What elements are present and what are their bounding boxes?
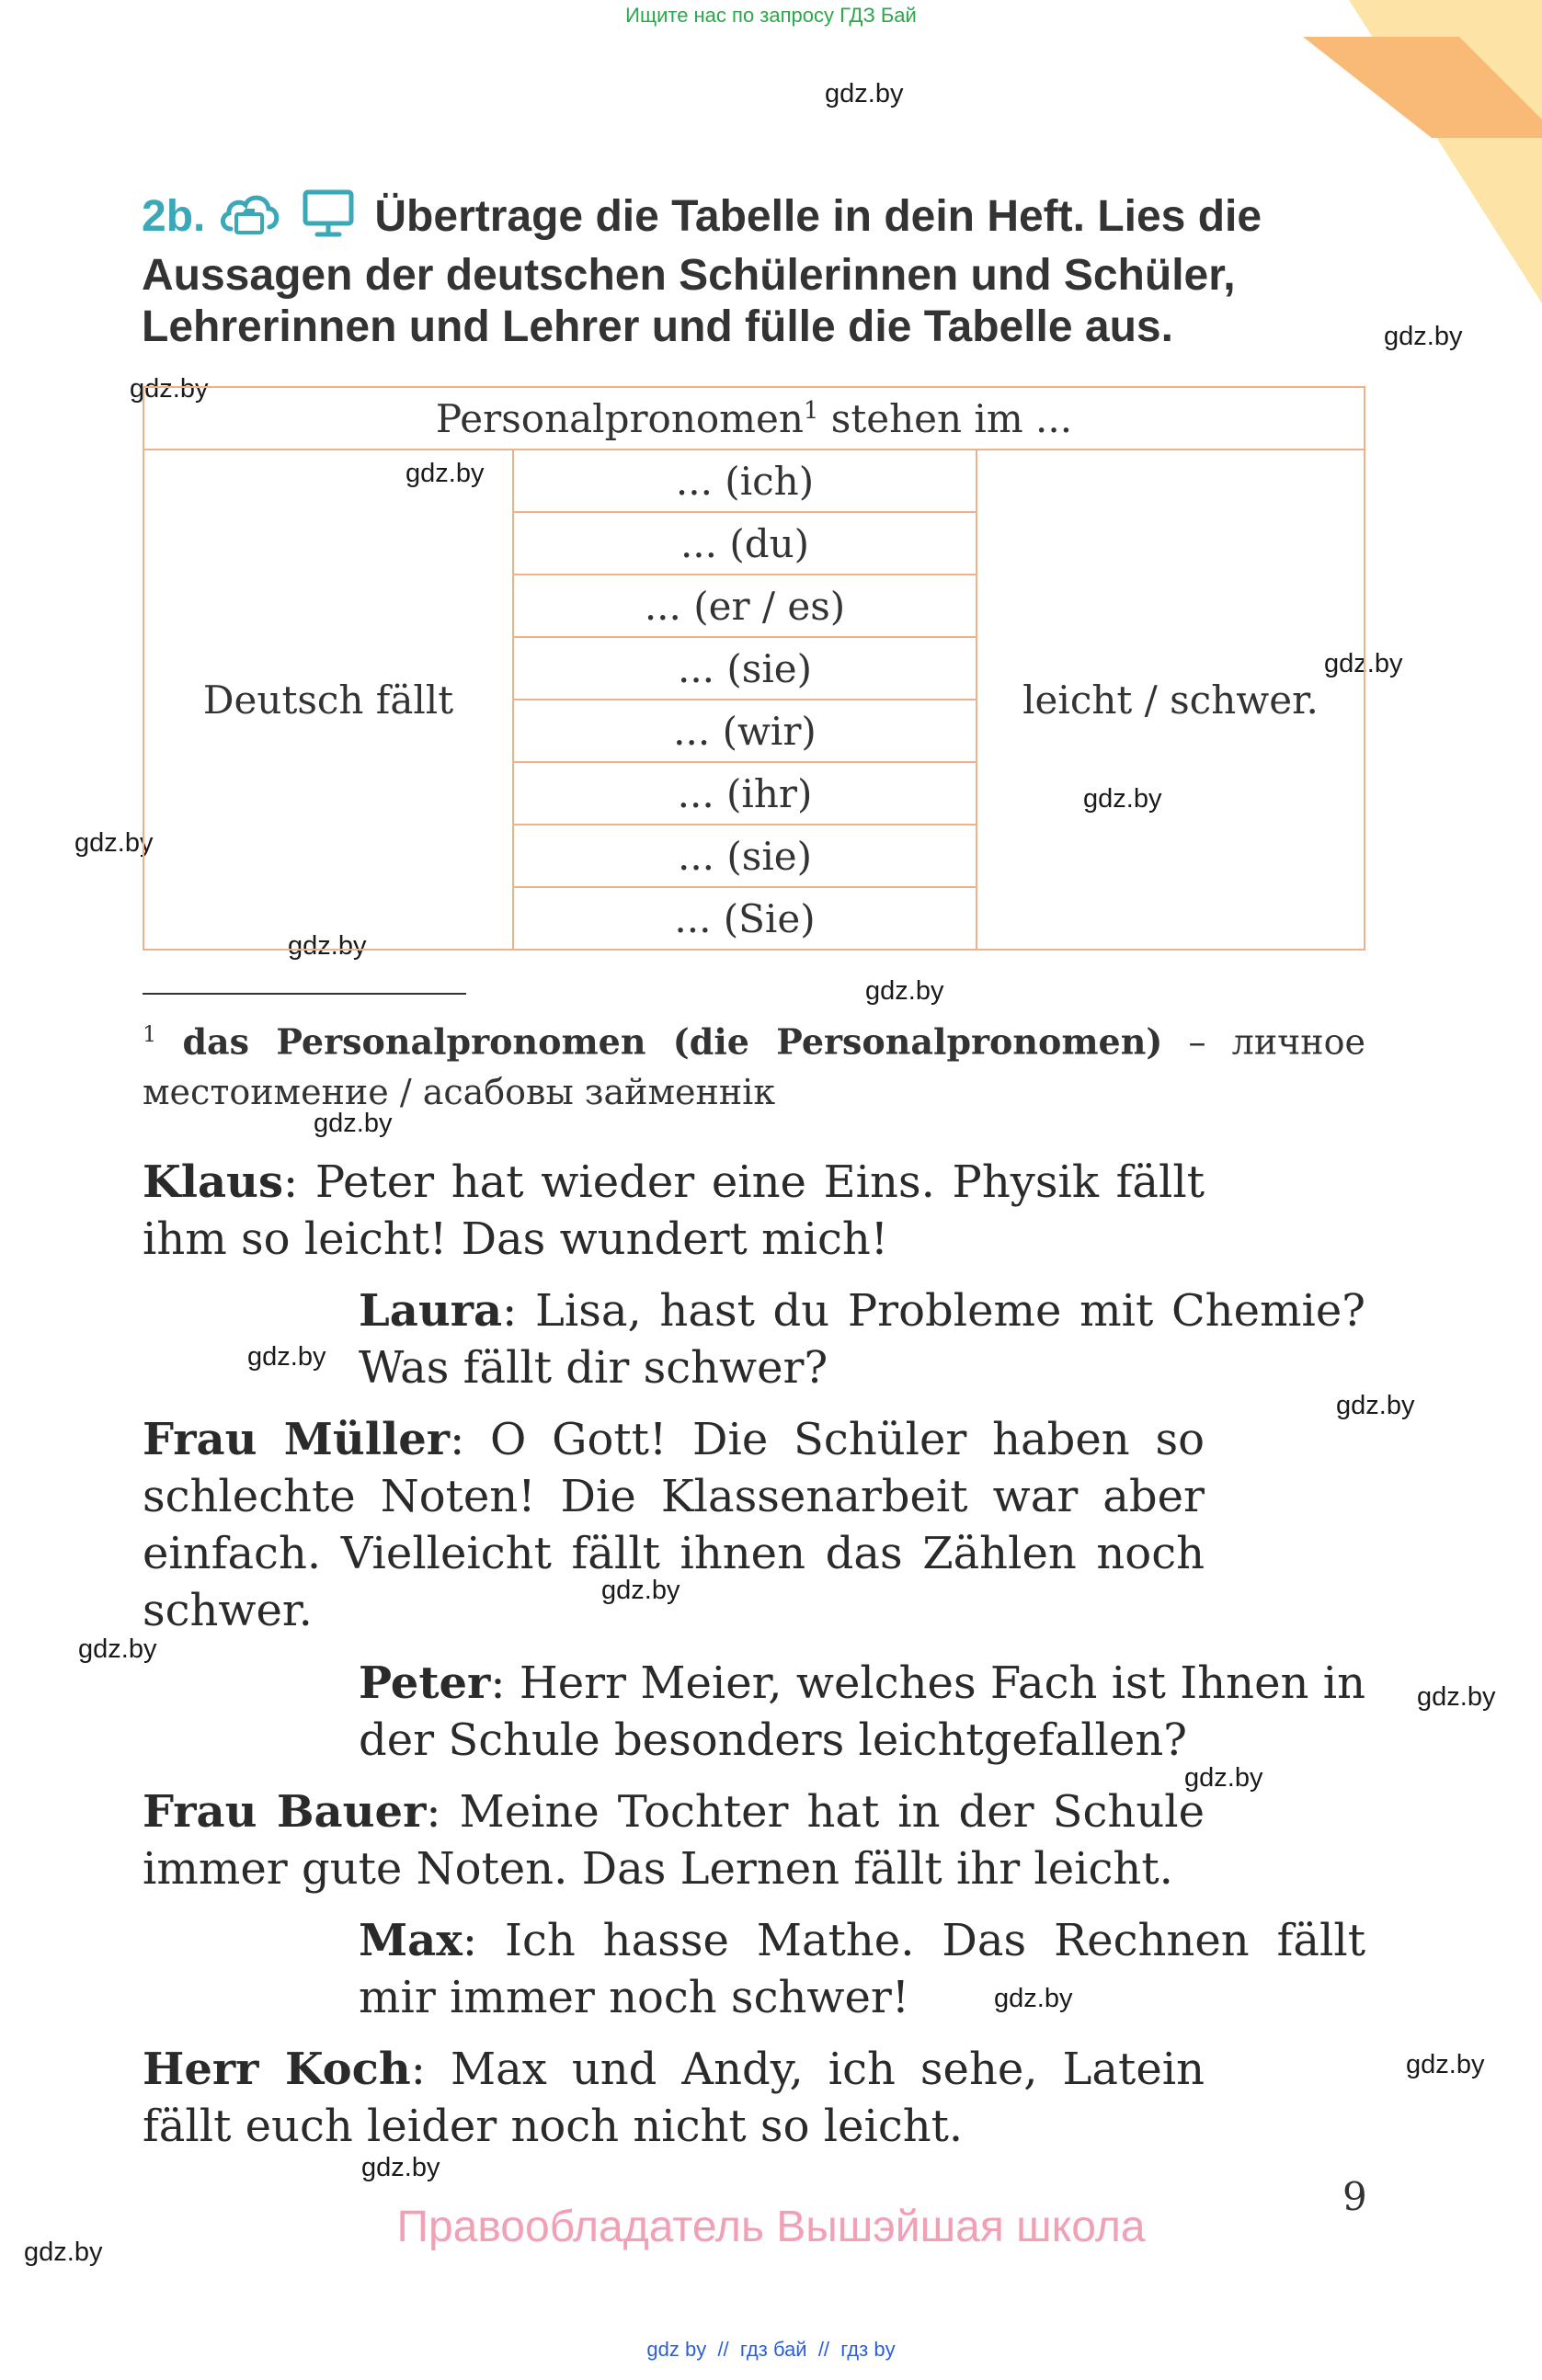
footnote-marker: 1 (803, 396, 819, 425)
table-pronoun-cell: ... (wir) (513, 700, 977, 762)
speaker-text: : Max und Andy, ich sehe, Latein fällt euch leider noch nicht so leicht. (143, 2044, 1205, 2152)
watermark: gdz.by (865, 976, 944, 1006)
monitor-icon (302, 188, 355, 250)
watermark: gdz.by (314, 1109, 393, 1138)
footnote (143, 1009, 1365, 1117)
watermark: gdz.by (994, 1984, 1073, 2013)
table-pronoun-cell: ... (ihr) (513, 762, 977, 825)
table-pronoun-cell: ... (er / es) (513, 575, 977, 637)
footnote-term: das Personalpronomen (die Personalpronomen) (182, 1020, 1163, 1063)
pronoun-table (143, 386, 1365, 951)
speaker-name: Frau Müller (143, 1414, 451, 1465)
speaker-text: : Lisa, hast du Probleme mit Chemie? Was fällt dir schwer? (359, 1285, 1365, 1394)
dialogue-entry (143, 1411, 1205, 1639)
watermark: gdz.by (247, 1342, 326, 1372)
watermark: gdz.by (1384, 322, 1463, 351)
watermark: gdz.by (1406, 2050, 1485, 2079)
table-pronoun-cell: ... (Sie) (513, 887, 977, 950)
speaker-text: : Herr Meier, welches Fach ist Ihnen in der Schule besonders leichtgefallen? (359, 1657, 1365, 1766)
dialogue-entry (359, 1912, 1365, 2026)
watermark: gdz.by (74, 828, 154, 858)
watermark: gdz.by (130, 374, 209, 404)
speaker-text: : O Gott! Die Schüler haben so schlechte Noten! Die Klassenarbeit war aber einfach. Vielleicht fällt ihnen das Zählen noch schwer. (143, 1414, 1205, 1636)
task-text: Übertrage die Tabelle in dein Heft. Lies die Aussagen der deutschen Schülerinnen und Schüler, Lehrerinnen und Lehrer und fülle die Tabelle aus. (142, 192, 1262, 351)
watermark: gdz.by (24, 2238, 103, 2267)
table-left-cell: Deutsch fällt (143, 450, 513, 950)
page-number: 9 (1342, 2174, 1367, 2219)
watermark: gdz.by (361, 2153, 440, 2182)
dialogue-entry (143, 1783, 1205, 1897)
watermark: gdz.by (1324, 649, 1403, 678)
bottom-links[interactable]: gdz by // гдз бай // гдз by (646, 2338, 896, 2361)
footnote-number: 1 (143, 1021, 157, 1047)
dialogue-entry (359, 1282, 1365, 1396)
table-right-cell: leicht / schwer. (977, 450, 1365, 950)
speaker-name: Laura (359, 1285, 503, 1337)
footnote-divider (143, 993, 466, 995)
speaker-text: : Ich hasse Mathe. Das Rechnen fällt mir immer noch schwer! (359, 1915, 1365, 2023)
speaker-name: Herr Koch (143, 2044, 411, 2095)
watermark: gdz.by (1336, 1391, 1415, 1420)
watermark: gdz.by (1083, 784, 1162, 814)
task-instruction-block (142, 188, 1374, 353)
table-pronoun-cell: ... (sie) (513, 825, 977, 887)
table-pronoun-cell: ... (du) (513, 512, 977, 575)
watermark: gdz.by (1417, 1682, 1496, 1712)
dialogue-entry (143, 1154, 1205, 1268)
top-search-note: Ищите нас по запросу ГДЗ Бай (625, 4, 917, 27)
speaker-name: Peter (359, 1657, 491, 1709)
speaker-text: : Peter hat wieder eine Eins. Physik fällt ihm so leicht! Das wundert mich! (143, 1156, 1205, 1265)
speaker-name: Frau Bauer (143, 1786, 427, 1838)
speaker-name: Klaus (143, 1156, 283, 1208)
watermark: gdz.by (78, 1634, 157, 1664)
dialogue-entry (143, 2041, 1205, 2155)
speaker-text: : Meine Tochter hat in der Schule immer gute Noten. Das Lernen fällt ihr leicht. (143, 1786, 1205, 1895)
footnote-translation: – личное местоимение / асабовы займеннік (143, 1021, 1365, 1112)
cloud-folder-icon (218, 188, 282, 250)
table-header-suffix: stehen im ... (818, 395, 1073, 441)
table-header (143, 387, 1365, 450)
watermark: gdz.by (825, 79, 904, 108)
table-pronoun-cell: ... (ich) (513, 450, 977, 512)
watermark: gdz.by (1184, 1763, 1263, 1793)
task-number: 2b. (142, 192, 206, 242)
speaker-name: Max (359, 1915, 463, 1966)
watermark: gdz.by (601, 1576, 680, 1605)
watermark: gdz.by (405, 459, 485, 488)
table-pronoun-cell: ... (sie) (513, 637, 977, 700)
table-header-text: Personalpronomen (435, 395, 804, 441)
watermark: gdz.by (288, 931, 367, 961)
dialogue-entry (359, 1655, 1365, 1769)
rights-holder: Правообладатель Вышэйшая школа (396, 2203, 1146, 2251)
